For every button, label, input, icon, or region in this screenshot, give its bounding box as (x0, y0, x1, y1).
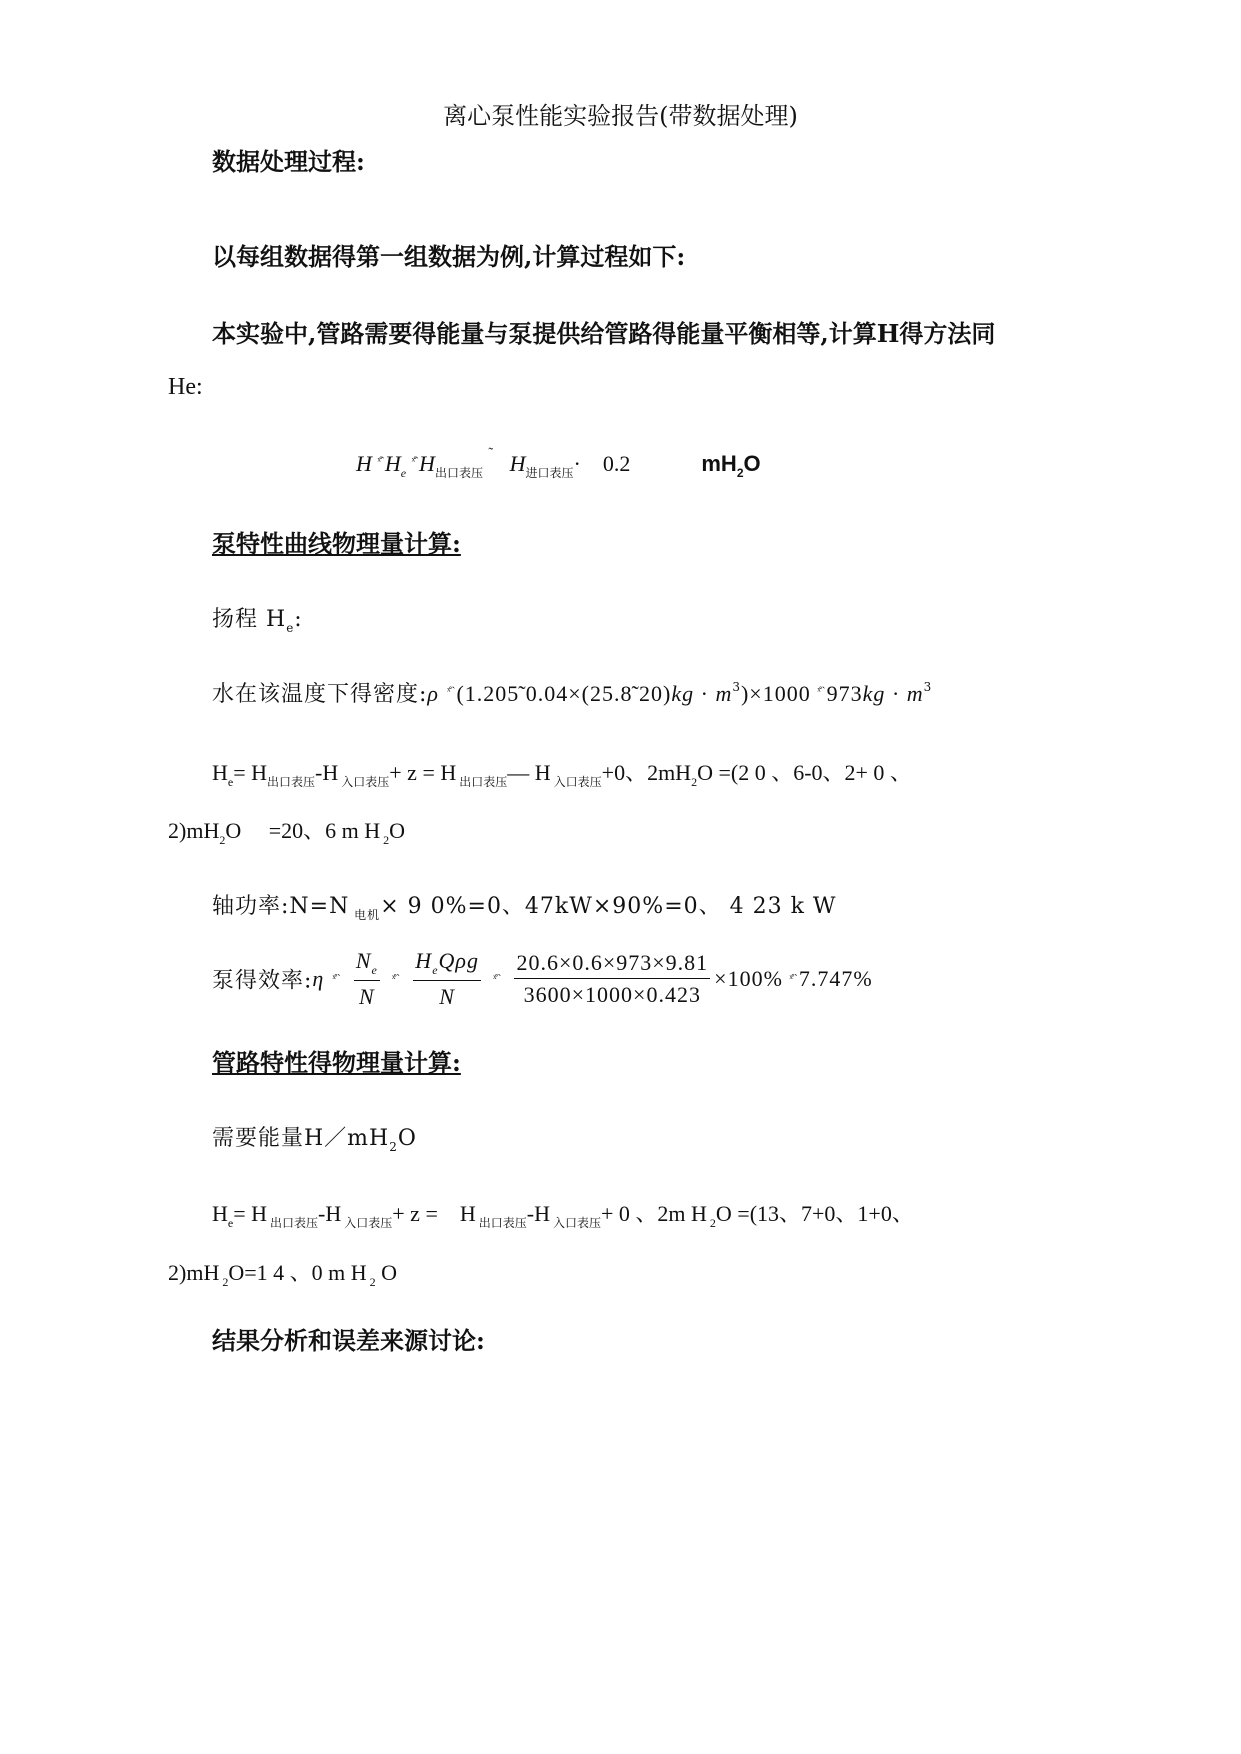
fraction-numeric: $\frac{20.6\times 0.6\times 973\times 9.81}{3600\times 1000\times 0.423}$ (516, 950, 709, 1007)
document-title: 离心泵性能实验报告(带数据处理) (443, 102, 798, 130)
heading-result-analysis: 结果分析和误差来源讨论: (212, 1326, 485, 1355)
pipe-calculation-line1: $H_e= H$ $_{出口表压}$-H $_{入口表压}$+ z = H $_{出口表压}$-H $_{入口表压}$+ 0 、2m H $_2$O =(13、7+0、1+0、 (212, 1201, 914, 1230)
fraction-heqpg-n: $\frac{H_eQ\rho g}{N}$ (415, 948, 479, 1009)
heading-pipe-characteristics: 管路特性得物理量计算: (212, 1048, 461, 1077)
he-calculation-line2: $2)mH_2O$ =20、6 m H $_2$O (168, 818, 406, 847)
paragraph-example: 以每组数据得第一组数据为例,计算过程如下: (212, 242, 686, 271)
head-label: 扬程 $H_e$: (212, 607, 303, 635)
shaft-power-line: 轴功率:N=N $_{电机}$× 9 0%=0、47kW×90%=0、 4 23 k W (212, 894, 837, 922)
efficiency-line: 泵得效率:η ˣ̊ˋ $\frac{N_e}{N}$ ˣ̊ˋ $\frac{H_eQ\rho g}{N}$ ˣ̊ˋ $\frac{20.6\times 0.6\times 973\times 9.81}{3600\times 1000\times 0.423}$ ×100% ˣ̊ˋ7.747% (212, 948, 873, 1009)
paragraph-balance-line1: 本实验中,管路需要得能量与泵提供给管路得能量平衡相等,计算H得方法同 (212, 319, 996, 348)
pipe-calculation-line2: 2)mH $_2$O=1 4 、0 m H $_2$ O (168, 1260, 398, 1289)
required-energy-label: 需要能量$H/mH_2O$ (212, 1126, 417, 1154)
equation-unit: $mH_2O$ (701, 451, 761, 480)
he-calculation-line1: $H_e= H_{出口表压}-H$ $_{入口表压}$+ z = H $_{出口表压}$— H $_{入口表压}$+0、$2mH_2O =(2$ 0 、6-0、2+ 0 、 (212, 760, 912, 789)
fraction-ne-n: $\frac{N_e}{N}$ (355, 948, 378, 1009)
heading-data-process: 数据处理过程: (212, 147, 365, 176)
heading-pump-curve: 泵特性曲线物理量计算: (212, 529, 461, 558)
paragraph-balance-line2: He: (168, 374, 203, 400)
density-line: 水在该温度下得密度:ρ $^{ˣ̊ˋ}$(1.205̃ 0.04×(25.8̃ $20)kg \cdot m^3)\times 1000$ $^{ˣ̊ˋ}973kg \cdot m^3$ (212, 680, 933, 707)
equation-head: H $^{ˣ̊ˋ}H_e$ $^{ˣ̊ˋ}H_{出口表压}$ ˜ $H_{进口表压}\cdot$ 0.2 $mH_2O$ (356, 446, 761, 480)
